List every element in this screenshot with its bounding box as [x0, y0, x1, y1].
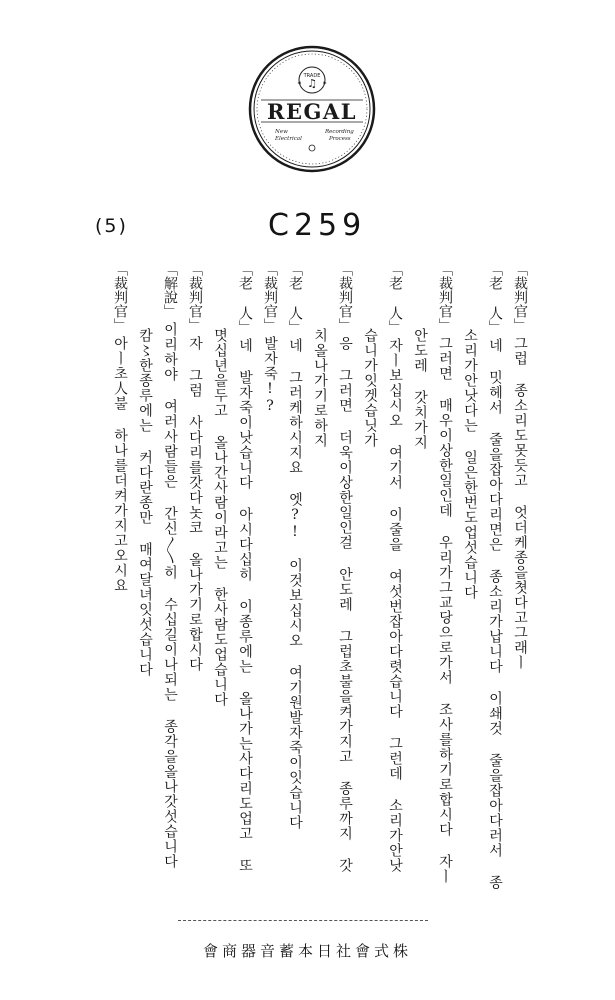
- dialogue-continuation: [213, 324, 227, 707]
- dialogue-text: 이리하야 여러사람들은 간신〳〵히 수십길이나되는 종각을올나갓섯습니다: [162, 322, 178, 869]
- dialogue-column: [113, 262, 127, 593]
- logo-line-recording: Recording: [325, 129, 354, 135]
- dialogue-text: 자ㅣ보십시오 여기서 이줄을 여섯번잡아다렷습니다 그런데 소리가안낫: [387, 338, 403, 873]
- speaker-label: 「解說」: [162, 262, 178, 318]
- dialogue-column: [388, 262, 402, 873]
- dialogue-text: 그러면 매우이상한일인데 우리가그교당으로가서 조사를하기로합시다 자ㅣ: [437, 336, 453, 884]
- svg-text:◀: ◀: [297, 80, 301, 85]
- footer-divider: [178, 920, 428, 921]
- dialogue-text: 응 그러면 더욱이상한일인걸 안도레 그럽초불을켜가지고 종루까지 갓: [337, 336, 353, 873]
- speaker-label: 「裁判官」: [112, 262, 128, 332]
- speaker-label: 「老 人」: [237, 262, 253, 334]
- dialogue-continuation: [363, 324, 377, 448]
- dialogue-text: 자 그럼 사다리를갓다놋코 올나가기로합시다: [187, 336, 203, 672]
- dialogue-text: 네 발자죽이낫습니다 아시다십히 이종루에는 올나가는사다리도업고 또: [237, 338, 253, 873]
- catalog-number: C259: [268, 208, 367, 243]
- dialogue-column: [238, 262, 252, 873]
- dialogue-continuation: [463, 324, 477, 600]
- speaker-label: 「老 人」: [487, 262, 503, 334]
- speaker-label: 「裁判官」: [437, 262, 453, 332]
- dialogue-column: [263, 262, 277, 415]
- speaker-label: 「裁判官」: [187, 262, 203, 332]
- dialogue-column: [488, 262, 502, 890]
- logo-line-new: New: [275, 129, 288, 135]
- svg-text:▶: ▶: [323, 80, 327, 85]
- regal-label-logo: [247, 44, 377, 174]
- dialogue-continuation: [313, 324, 327, 448]
- dialogue-column: [163, 262, 177, 869]
- dialogue-column: [338, 262, 352, 873]
- publisher-footer: 會商器音蓄本日社會式株: [202, 942, 412, 960]
- svg-text:♫: ♫: [307, 77, 317, 90]
- dialogue-text: 그럽 종소리도못듯고 엇더케종을쳣다고그래ㅣ: [512, 336, 528, 670]
- dialogue-text: 캄〻한종루에는 커다란종만 매여달녀잇섯습니다: [137, 328, 153, 677]
- logo-line-process: Process: [329, 136, 351, 142]
- dialogue-column: [188, 262, 202, 672]
- regal-wordmark: REGAL: [267, 99, 357, 124]
- dialogue-column: [288, 262, 302, 830]
- dialogue-text: 몃십년을두고 올나간사람이라고는 한사람도업습니다: [212, 328, 228, 707]
- speaker-label: 「裁判官」: [512, 262, 528, 332]
- speaker-label: 「老 人」: [387, 262, 403, 334]
- dialogue-text: 안도레 갓치가지: [412, 328, 428, 450]
- dialogue-text: 치올나가기로하지: [312, 328, 328, 448]
- dialogue-text: 습니가잇겟습닛가: [362, 328, 378, 448]
- dialogue-column: [513, 262, 527, 670]
- speaker-label: 「裁判官」: [337, 262, 353, 332]
- logo-line-electrical: Electrical: [275, 136, 302, 142]
- dialogue-text: 발자죽!?: [262, 336, 278, 415]
- regal-logo-graphic: [247, 44, 377, 174]
- speaker-label: 「裁判官」: [262, 262, 278, 332]
- dialogue-text: 네 그러케하시지요 엣?! 이것보십시오 여기원발자죽이잇습니다: [287, 338, 303, 830]
- dialogue-continuation: [138, 324, 152, 677]
- dialogue-text: 네 밋헤서 줄을잡아다리면은 종소리가납니다 이쇄것 줄을잡아다러서 종: [487, 338, 503, 890]
- page-number: (5): [95, 215, 128, 237]
- dialogue-column: [438, 262, 452, 884]
- dialogue-text: 아ㅣ초人불 하나를더켜가지고오시요: [112, 336, 128, 593]
- speaker-label: 「老 人」: [287, 262, 303, 334]
- dialogue-continuation: [413, 324, 427, 450]
- svg-text:TRADE: TRADE: [303, 73, 321, 79]
- dialogue-text: 소리가안낫다는 일은한번도업섯습니다: [462, 328, 478, 600]
